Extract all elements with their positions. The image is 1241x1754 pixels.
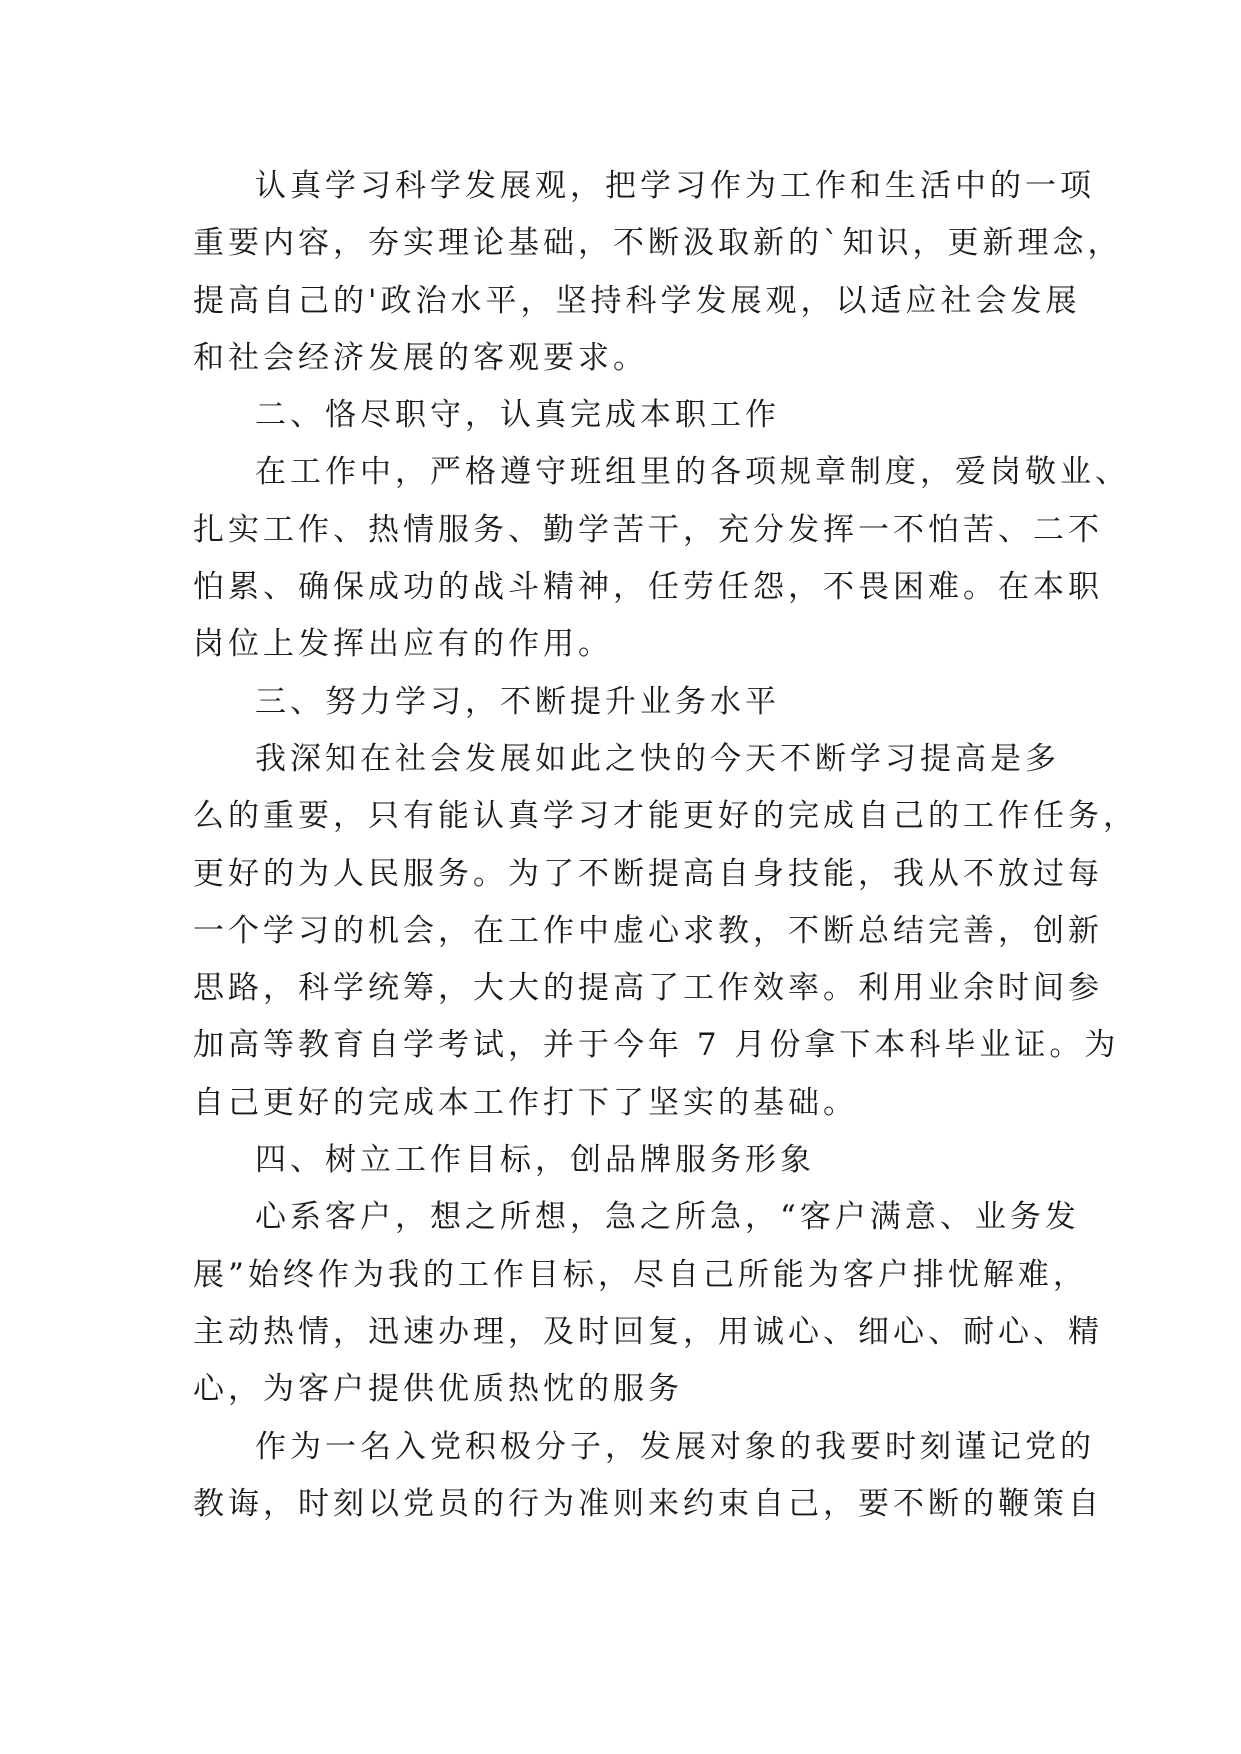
text-line: 展”始终作为我的工作目标，尽自己所能为客户排忧解难，: [193, 1256, 1088, 1293]
text-line: 在工作中，严格遵守班组里的各项规章制度，爱岗敬业、: [255, 454, 1130, 491]
paragraph: [193, 674, 1053, 731]
text-line: 怕累、确保成功的战斗精神，任劳任怨，不畏困难。在本职: [193, 569, 1103, 606]
text-line: 自己更好的完成本工作打下了坚实的基础。: [193, 1084, 858, 1121]
text-line: 认真学习科学发展观，把学习作为工作和生活中的一项: [255, 168, 1095, 204]
text-line: 扎实工作、热情服务、勤学苦干，充分发挥一不怕苦、二不: [193, 511, 1103, 548]
paragraph: [193, 1189, 1103, 1418]
text-line: 我深知在社会发展如此之快的今天不断学习提高是多: [255, 740, 1060, 777]
text-line: 三、努力学习，不断提升业务水平: [255, 683, 780, 720]
paragraph: [193, 1132, 1053, 1189]
text-line: 和社会经济发展的客观要求。: [193, 339, 648, 376]
text-line: 主动热情，迅速办理，及时回复，用诚心、细心、耐心、精: [193, 1313, 1103, 1350]
text-line: 作为一名入党积极分子，发展对象的我要时刻谨记党的: [255, 1428, 1095, 1465]
paragraph: [193, 158, 1123, 387]
paragraph: [193, 387, 1053, 444]
text-line: 岗位上发挥出应有的作用。: [193, 626, 613, 663]
text-line: 二、恪尽职守，认真完成本职工作: [255, 397, 780, 434]
text-line: 心系客户，想之所想，急之所急，“客户满意、业务发: [255, 1199, 1080, 1236]
paragraph: [193, 1419, 1103, 1534]
paragraph: [193, 731, 1138, 1132]
text-line: 么的重要，只有能认真学习才能更好的完成自己的工作任务，: [193, 798, 1138, 835]
text-line: 思路，科学统筹，大大的提高了工作效率。利用业余时间参: [193, 970, 1103, 1007]
text-line: 四、树立工作目标，创品牌服务形象: [255, 1142, 815, 1179]
document-body: [193, 158, 1138, 1533]
text-line: 提高自己的'政治水平，坚持科学发展观，以适应社会发展: [193, 282, 1081, 319]
paragraph: [193, 444, 1130, 673]
text-line: 更好的为人民服务。为了不断提高自身技能，我从不放过每: [193, 855, 1103, 892]
text-line: 重要内容，夯实理论基础，不断汲取新的`知识，更新理念，: [193, 225, 1123, 262]
text-line: 教诲，时刻以党员的行为准则来约束自己，要不断的鞭策自: [193, 1485, 1103, 1522]
text-line: 心，为客户提供优质热忱的服务: [193, 1371, 683, 1408]
text-line: 一个学习的机会，在工作中虚心求教，不断总结完善，创新: [193, 912, 1103, 949]
text-line: 加高等教育自学考试，并于今年 7 月份拿下本科毕业证。为: [193, 1027, 1120, 1064]
